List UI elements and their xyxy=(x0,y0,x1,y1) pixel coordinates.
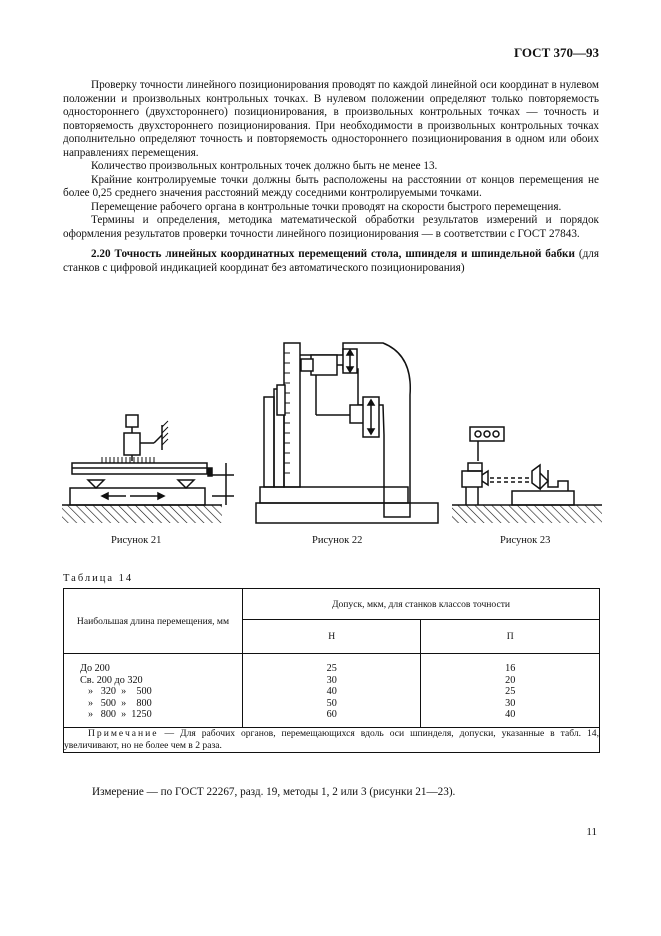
value-item: 60 xyxy=(326,709,337,720)
section-number: 2.20 xyxy=(91,248,111,260)
range-item: » 500 » 800 xyxy=(88,697,152,709)
range-item: » 800 » 1250 xyxy=(88,709,152,720)
value-item: 40 xyxy=(505,709,516,720)
class-header-cell xyxy=(243,620,421,654)
paragraph: Перемещение рабочего органа в контрольные точки проводят на скорости быстрого перемещения. xyxy=(91,200,562,213)
section-paragraph xyxy=(63,248,599,275)
figure-caption: Рисунок 22 xyxy=(312,535,363,546)
figure-22-drawing xyxy=(256,343,438,523)
paragraph: Количество произвольных контрольных точек должно быть не менее 13. xyxy=(91,160,438,172)
note-text: — Для рабочих органов, перемещающихся вдоль оси шпинделя, допуски, указанные в табл. 14, увеличивают, но не более чем в 2 раза. xyxy=(64,727,599,751)
note-cell xyxy=(64,727,600,752)
value-item: 25 xyxy=(505,686,516,697)
figure-21-drawing xyxy=(62,415,234,523)
tolerance-table xyxy=(63,588,600,753)
document-header: ГОСТ 370—93 xyxy=(513,45,599,60)
table-label: Таблица 14 xyxy=(63,573,134,584)
ranges-cell xyxy=(64,654,243,728)
value-item: 40 xyxy=(326,686,337,697)
measurement-text: Измерение — по ГОСТ 22267, разд. 19, методы 1, 2 или 3 (рисунки 21—23). xyxy=(92,786,456,798)
group-header: Допуск, мкм, для станков классов точности xyxy=(331,598,511,610)
class-header-p: П xyxy=(506,631,514,642)
value-item: 50 xyxy=(326,697,337,709)
range-item: Св. 200 до 320 xyxy=(80,674,143,686)
page-number: 11 xyxy=(586,826,597,838)
col1-header: Наибольшая длина перемещения, мм xyxy=(76,615,230,627)
class-header-cell xyxy=(421,620,600,654)
value-item: 25 xyxy=(326,663,337,674)
range-item: » 320 » 500 xyxy=(88,686,152,697)
figure-23-drawing xyxy=(452,427,602,523)
paragraph: Проверку точности линейного позиционирования проводят по каждой линейной оси координат в нулевом положении и произвольных контрольных точках. В нулевом положении определяют только повторяемость одностороннего (двухстороннего) позиционирования, в произвольных контрольных точках — точность и повторяемость двухстороннего позиционирования. При необходимости в произвольных контрольных точках дополнительно определяют точность и повторяемость одностороннего позиционирования в одном или обоих направлениях перемещения. xyxy=(63,79,599,159)
paragraph: Крайние контролируемые точки должны быть расположены на расстоянии от концов перемещения не более 0,25 среднего значения расстояний между соседними контролируемыми точками. xyxy=(63,173,599,199)
value-item: 16 xyxy=(505,663,516,674)
value-item: 30 xyxy=(326,674,337,686)
group-header-cell xyxy=(243,589,600,620)
figures-illustration xyxy=(58,335,608,530)
value-item: 20 xyxy=(505,674,516,686)
section-title: Точность линейных координатных перемещений стола, шпинделя и шпиндельной бабки xyxy=(114,248,575,260)
figure-caption: Рисунок 21 xyxy=(111,535,162,546)
section-rest: (для станков с цифровой индикацией координат без автоматического позиционирования) xyxy=(63,248,600,274)
values-h-cell xyxy=(243,654,421,728)
range-item: До 200 xyxy=(80,663,110,674)
note-label: Примечание xyxy=(88,727,159,739)
col1-header-cell xyxy=(64,589,243,654)
values-p-cell xyxy=(421,654,600,728)
class-header-h: Н xyxy=(328,631,336,642)
paragraph: Термины и определения, методика математической обработки результатов измерений и порядок оформления результатов проверки точности линейного позиционирования — в соответствии с ГОСТ 27843. xyxy=(63,214,599,240)
value-item: 30 xyxy=(505,697,516,709)
figure-caption: Рисунок 23 xyxy=(500,535,551,546)
body-text xyxy=(63,79,599,275)
